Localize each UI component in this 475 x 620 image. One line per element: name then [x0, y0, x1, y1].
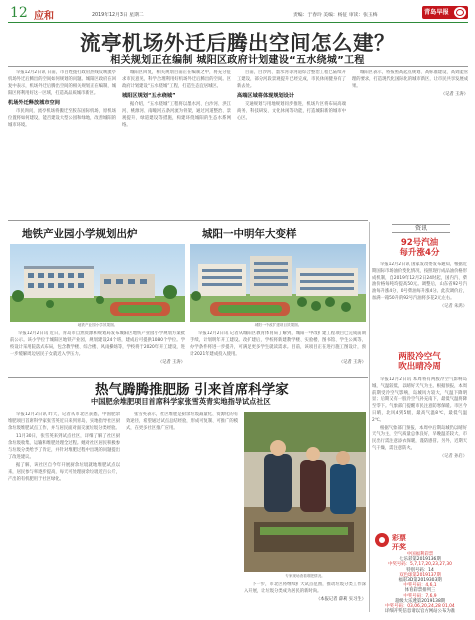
bottom-column-1 [8, 412, 120, 614]
sidebar-headline-fuel: 92号汽油 每升涨4分 [399, 238, 440, 258]
article-subhead: 机场外迁释放城市空间 [8, 100, 60, 107]
article-paragraph: 早报12月2日讯 日前，市百姓拨打政府热线反映流亭机场外迁后腾出的空间如何规划的问题。城阳区政府在回复中表示，机场外迁后腾出空间的相关规划正在编制，城阳区将利用好这一区域，打造高品质城市新区。 [8, 70, 116, 96]
lottery-title: 彩票 [392, 534, 406, 542]
photo-story-paragraph: 早报12月2日讯 近日，青岛市自然资源和规划局发布城阳区地铁产业园小学规划方案批前公示。该小学位于城阳区地铁产业园，规划建设24个班，建成后可提供1080个学位。学校设计采用院落式布局，包含教学楼、综合楼、风雨操场等，学校将于2020年开工建设，进一步缓解周边居民子女就近入学压力。 [10, 331, 185, 357]
bottom-story-headline: 热气腾腾推肥肠 引来首席科学家 [95, 382, 289, 398]
sidebar-paragraph: 早报12月2日讯 本周将有两股冷空气影响岛城，气温较低，以晴好天气为主。根据预报，本周前期受冷空气影响，岛城风力较大，气温下降明显；后期又有一股冷空气补充南下，最低气温将降至零下。气象部门提醒市民注意防寒保暖。市区今日晴，北风4到5级，最高气温8℃，最低气温2℃。 [372, 377, 467, 423]
article-byline: （记者 王涛） [440, 92, 468, 98]
main-headline: 流亭机场外迁后腾出空间怎么建？ [80, 31, 395, 55]
logo-text: 青岛早报 [424, 9, 449, 16]
article-subhead: 城阳区规划“五水绕城” [122, 93, 176, 100]
lottery-title-2: 开奖 [392, 543, 406, 551]
article-paragraph: 据介绍，“五水绕城”工程将以墨水河、白沙河、洪江河、桃源河、南疃河五条河流为骨架，通过河道整治、景观提升、绿道建设等措施，构建环绕城阳的生态水系网络。 [122, 102, 231, 128]
lottery-row: 福彩3D第2019303期 [398, 578, 442, 583]
header-divider [8, 22, 468, 23]
photo-story-byline: （记者 王涛） [338, 360, 366, 366]
photo-1-caption: 地铁产业园小学效果图。 [77, 323, 118, 327]
photo-story-1-title: 地铁产业园小学规划出炉 [22, 228, 138, 240]
issue-date: 2019年12月3日 星期二 [92, 13, 144, 18]
bottom-byline: （本报记者 薛莉 实习生） [316, 597, 366, 603]
bottom-paragraph: 张雪英表示，社区堆肥是厨余垃圾减量化、资源化的有效途径，希望通过试点总结经验，形成可复制、可推广的模式，在更多社区推广应用。 [126, 412, 238, 431]
photo-story-2-text [190, 331, 366, 377]
main-subheadline: 相关规划正在编制 城阳区政府计划建设“五水绕城”工程 [110, 55, 365, 66]
school-expansion-image [190, 244, 366, 322]
lottery-ball-icon [374, 531, 390, 549]
lottery-row: 中奖号码：7,6,9 [403, 593, 437, 599]
article-paragraph: 城阳区回复，相关规划目前正在编制之中，将充分征求市民意见，科学合理利用好机场外迁后腾出的空间。区政府计划建设“五水绕城”工程，打造生态宜居城区。 [122, 70, 231, 89]
photo-story-paragraph: 早报12月2日讯 记者从城阳区教育体育局了解到，城阳一中改扩建工程项目已完成前期手续，计划明年开工建设。改扩建后，学校将新建教学楼、实验楼、图书馆、学生公寓等，办学条件将进一步提升，可满足更多学生就读需求。目前，该项目正在进行施工图设计，预计2021年建成投入使用。 [190, 331, 366, 357]
photo-story-byline: （记者 王涛） [157, 360, 185, 366]
lottery-row: 中奖号码：03,06,20,24,28 01,04 [385, 604, 455, 609]
photo-2-caption: 城阳一中改扩建项目效果图。 [254, 323, 302, 327]
sidebar-text-weather [372, 377, 467, 527]
article-paragraph: 目前，白沙河、墨水河等河道综合整治工程已陆续开工建设，部分河段景观提升已经完成，市民休闲健身有了新去处。 [237, 70, 346, 89]
bottom-column-2 [126, 412, 238, 614]
bottom-story-subheadline: 中国肥余堆肥项目首席科学家张雪英青实地指导试点社区 [91, 397, 271, 406]
article-paragraph: 城阳区表示，将按照高起点规划、高标准建设、高效能管理的要求，打造现代化国际化的城市新区，让市民共享发展成果。 [352, 70, 468, 89]
article-paragraph: 市民询问，流亭机场将搬迁至胶东国际机场，原机场位置将如何建设，能否建设大型公园和绿地，改善城阳的城市环境。 [8, 109, 116, 128]
lottery-row: 详细开奖信息请以官方网站公布为准 [384, 609, 456, 615]
sidebar-paragraph: 根据气象部门预报，本周中后期岛城仍以晴好天气为主，空气质量总体良好，早晚温差较大，市民出行需注意添衣保暖，谨防感冒。另外，近期天气干燥，需注意防火。 [372, 425, 467, 451]
sidebar-byline: （记者 孙启） [439, 453, 467, 459]
compost-site-image [244, 412, 366, 572]
lottery-row: 七乐彩第2019136期 [399, 557, 441, 563]
lottery-row: 体育彩票排列三 [404, 588, 436, 594]
lottery-row: 超级大乐透第2019138期 [394, 598, 446, 604]
article-column-1 [8, 70, 116, 218]
photo-story-1-text [10, 331, 185, 377]
logo-ring-icon [456, 9, 464, 16]
lottery-row: 中奖号码：4,6,1 [403, 583, 437, 589]
bottom-paragraph: 11月30日，张雪英来到试点社区，详细了解了社区厨余垃圾收集、运输和堆肥处理全过程。她对社区居民积极参与垃圾分类给予了肯定，并针对堆肥过程中出现的问题提出了改进建议。 [8, 434, 120, 460]
sidebar-byline: （记者 朱鸿） [439, 303, 467, 309]
bottom-column-3 [244, 582, 366, 614]
sidebar-tag-label: 资讯 [414, 225, 427, 232]
sidebar-text-fuel [372, 262, 467, 346]
bottom-paragraph: 下一步，市北区将继续扩大试点范围，推动垃圾分类工作深入开展，让垃圾分类成为居民的新时尚。 [244, 582, 366, 594]
bottom-paragraph: 据了解，该社区自今年开展厨余垃圾就地堆肥试点以来，居民参与率逐步提高，每天可处理厨余垃圾近百公斤，产出的有机肥用于社区绿化。 [8, 463, 120, 482]
article-column-3 [237, 70, 346, 218]
lottery-row: 特别号码：14 [406, 567, 434, 573]
lottery-row: 中国福利彩票 [406, 552, 434, 557]
article-column-4 [352, 70, 468, 218]
headline-divider [8, 66, 468, 67]
photo-story-2-title: 城阳一中明年大变样 [202, 228, 297, 240]
section-divider [8, 220, 368, 221]
bottom-paragraph: 早报12月2日讯 昨天，记者从市北区获悉，中国肥余堆肥项目首席科学家张雪英近日来到青岛，实地指导社区厨余垃圾堆肥试点工作，并与居民面对面交流垃圾分类经验。 [8, 412, 120, 431]
article-paragraph: 交通规划与用地规划同步推进，机场片区将布局高端商务、科技研发、文化休闲等功能，打造城阳新的城市中心区。 [237, 102, 346, 121]
article-column-2 [122, 70, 231, 218]
section-title: 应和 [34, 11, 54, 22]
lottery-row: 双色球第2019137期 [399, 572, 441, 578]
school-rendering-image [10, 244, 185, 322]
editor-credits: 责编：于春玲 美编：杨征 审读：张玉梅 [293, 13, 378, 18]
lottery-row: 中奖号码：5,7,17,20,23,27,30 [388, 562, 452, 568]
bottom-photo-caption: 专家现场查看堆肥情况。 [285, 574, 325, 578]
sidebar-tag [392, 224, 450, 233]
article-subhead: 高端区域将体现规划设计 [237, 93, 295, 100]
sidebar-headline-weather: 两股冷空气 吹出晴冷周 [398, 352, 441, 372]
page-number: 12 [10, 5, 28, 21]
sidebar-paragraph: 早报12月2日讯 国家发改委发布通知，根据近期国际市场油价变化情况，按照现行成品油价格形成机制，自2019年12月2日24时起，国内汽、柴油价格每吨均提高50元。调整后，山东省92号汽油每升涨4分，0号柴油每升涨4分。此次调价后，加满一箱50升的92号汽油将多花2元左右。 [372, 262, 467, 301]
